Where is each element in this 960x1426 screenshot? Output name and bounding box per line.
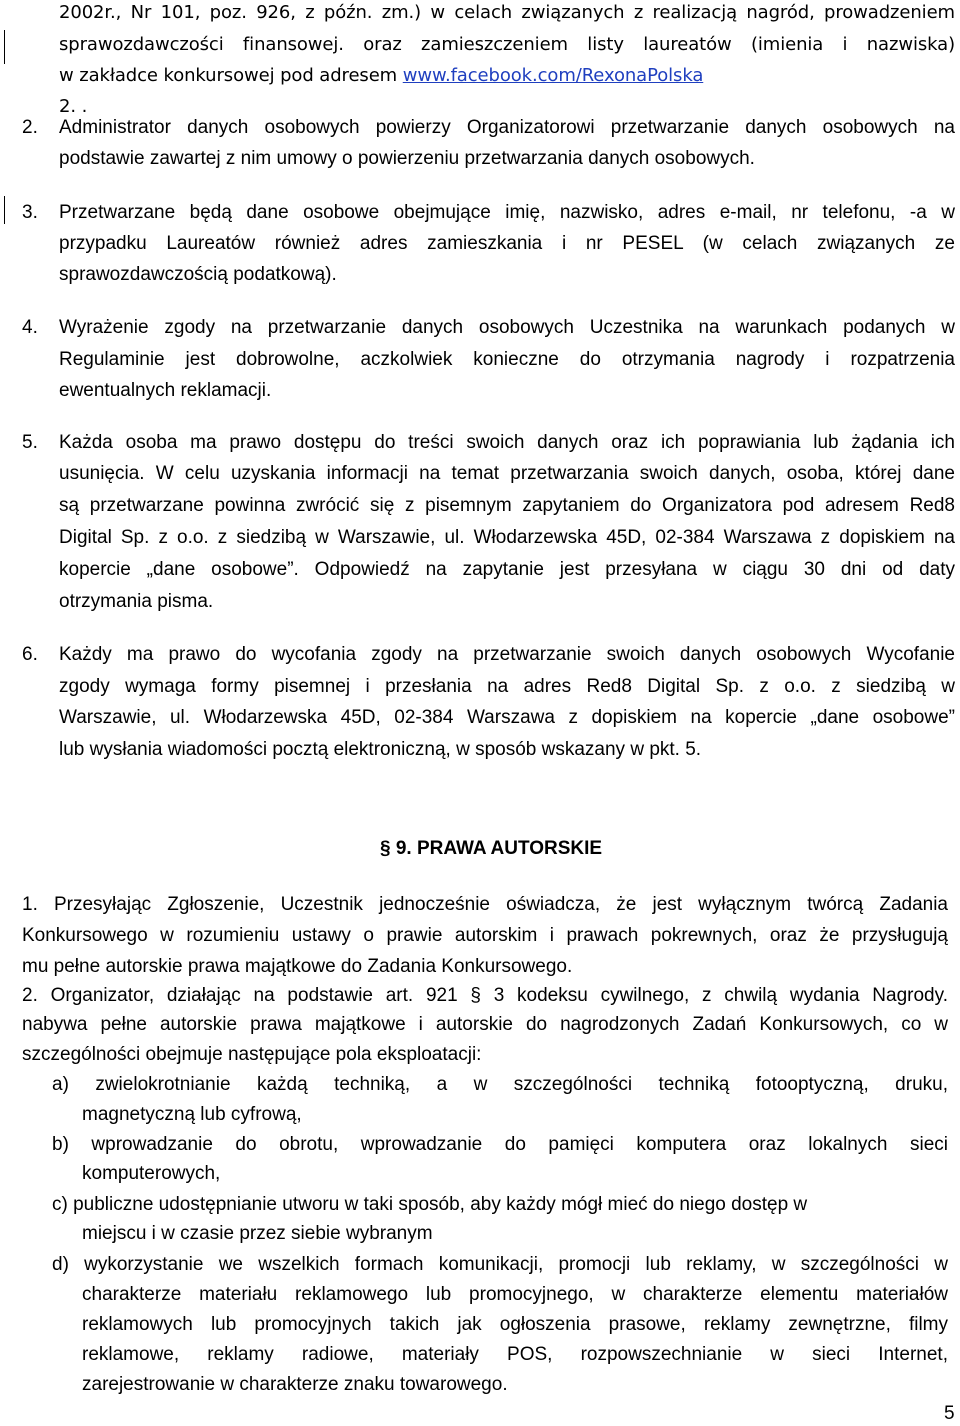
list-item-d-cont: reklamowych lub promocyjnych takich jak ogłoszenia prasowe, reklamy zewnętrzne, filmy — [82, 1314, 948, 1335]
text-line: podstawie zawartej z nim umowy o powierzeniu przetwarzania danych osobowych. — [59, 148, 755, 169]
text-line: mu pełne autorskie prawa majątkowe do Zadania Konkursowego. — [22, 956, 573, 977]
text-line: Digital Sp. z o.o. z siedzibą w Warszawie, ul. Włodarzewska 45D, 02-384 Warszawa z dopiskiem na — [59, 527, 955, 548]
text-line: sprawozdawczością podatkową). — [59, 264, 337, 285]
text-line: zgody wymaga formy pisemnej i przesłania na adres Red8 Digital Sp. z o.o. z siedzibą w — [59, 676, 955, 697]
text-line: przypadku Laureatów również adres zamieszkania i nr PESEL (w celach związanych ze — [59, 233, 955, 254]
paragraph-number: 3. — [22, 202, 38, 223]
text-line: 2002r., Nr 101, poz. 926, z późn. zm.) w celach związanych z realizacją nagród, prowadzeniem — [59, 2, 955, 23]
text-line: Każdy ma prawo do wycofania zgody na przetwarzanie swoich danych osobowych Wycofanie — [59, 644, 955, 665]
text-line: otrzymania pisma. — [59, 591, 214, 612]
list-item-b-cont: komputerowych, — [82, 1163, 221, 1184]
list-item-c-cont: miejscu i w czasie przez siebie wybranym — [82, 1223, 433, 1244]
paragraph-number: 6. — [22, 644, 38, 665]
list-item-a-cont: magnetyczną lub cyfrową, — [82, 1104, 302, 1125]
text-line: ewentualnych reklamacji. — [59, 380, 272, 401]
paragraph-number: 4. — [22, 317, 38, 338]
list-item-d-cont: zarejestrowanie w charakterze znaku towarowego. — [82, 1374, 508, 1395]
text-line: 1. Przesyłając Zgłoszenie, Uczestnik jednocześnie oświadcza, że jest wyłącznym twórcą Zadania — [22, 894, 948, 915]
paragraph-number: 5. — [22, 432, 38, 453]
text-line: Warszawie, ul. Włodarzewska 45D, 02-384 Warszawa z dopiskiem na kopercie „dane osobowe” — [59, 707, 955, 728]
text-line: Przetwarzane będą dane osobowe obejmujące imię, nazwisko, adres e-mail, nr telefonu, -a w — [59, 202, 955, 223]
paragraph-number: 2. — [22, 117, 38, 138]
text-line: sprawozdawczości finansowej. oraz zamieszczeniem listy laureatów (imienia i nazwiska) — [59, 34, 955, 55]
text-line: Wyrażenie zgody na przetwarzanie danych osobowych Uczestnika na warunkach podanych w — [59, 317, 955, 338]
list-item-a: a) zwielokrotnianie każdą techniką, a w szczególności techniką fotooptyczną, druku, — [52, 1074, 948, 1095]
list-item-c: c) publiczne udostępnianie utworu w taki sposób, aby każdy mógł mieć do niego dostęp w — [52, 1194, 808, 1215]
text-line: 2. . — [59, 96, 88, 117]
section-title: § 9. PRAWA AUTORSKIE — [380, 838, 603, 859]
text-line: lub wysłania wiadomości pocztą elektroniczną, w sposób wskazany w pkt. 5. — [59, 739, 702, 760]
text-line: Każda osoba ma prawo dostępu do treści swoich danych oraz ich poprawiania lub żądania ich — [59, 432, 955, 453]
text-line: 2. Organizator, działając na podstawie art. 921 § 3 kodeksu cywilnego, z chwilą wydania Nagrody. — [22, 985, 948, 1006]
text-line: usunięcia. W celu uzyskania informacji na temat przetwarzania swoich danych, osoba, której dane — [59, 463, 955, 484]
text-line: nabywa pełne autorskie prawa majątkowe i autorskie do nagrodzonych Zadań Konkursowych, co w — [22, 1014, 948, 1035]
list-item-d-cont: charakterze materiału reklamowego lub promocyjnego, w charakterze elementu materiałów — [82, 1284, 948, 1305]
text-fragment: w zakładce konkursowej pod adresem — [59, 65, 403, 86]
text-line: Administrator danych osobowych powierzy Organizatorowi przetwarzanie danych osobowych na — [59, 117, 955, 138]
list-item-d: d) wykorzystanie we wszelkich formach komunikacji, promocji lub reklamy, w szczególności w — [52, 1254, 948, 1275]
page-number: 5 — [944, 1403, 955, 1424]
list-item-d-cont: reklamowe, reklamy radiowe, materiały POS, rozpowszechnianie w sieci Internet, — [82, 1344, 948, 1365]
text-line: szczególności obejmuje następujące pola eksploatacji: — [22, 1044, 482, 1065]
change-bar — [4, 196, 5, 224]
text-line: kopercie „dane osobowe”. Odpowiedź na zapytanie jest przesyłana w ciągu 30 dni od daty — [59, 559, 955, 580]
text-line: Konkursowego w rozumieniu ustawy o prawie autorskim i prawach pokrewnych, oraz że przysługują — [22, 925, 948, 946]
change-bar — [4, 30, 5, 64]
text-line — [59, 65, 703, 86]
text-line: są przetwarzane powinna zwrócić się z pisemnym zapytaniem do Organizatora pod adresem Red8 — [59, 495, 955, 516]
text-line: Regulaminie jest dobrowolne, aczkolwiek konieczne do otrzymania nagrody i rozpatrzenia — [59, 349, 955, 370]
facebook-link[interactable]: www.facebook.com/RexonaPolska — [402, 65, 704, 86]
list-item-b: b) wprowadzanie do obrotu, wprowadzanie do pamięci komputera oraz lokalnych sieci — [52, 1134, 948, 1155]
